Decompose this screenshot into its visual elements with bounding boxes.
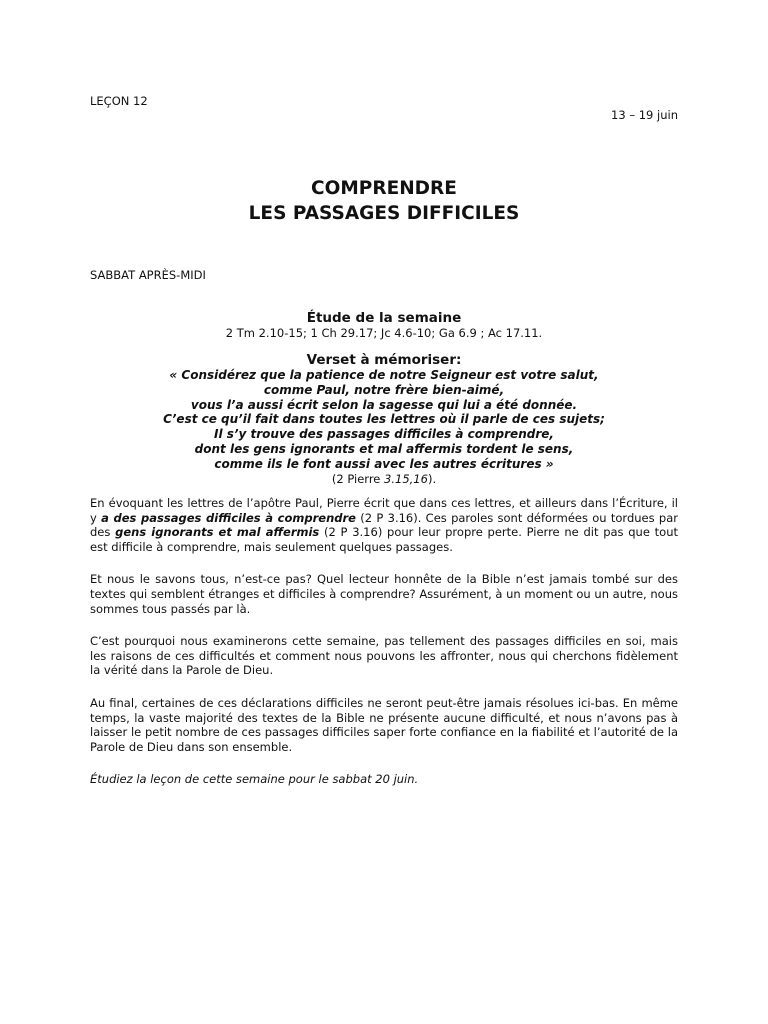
title-line-2: LES PASSAGES DIFFICILES [248, 203, 520, 224]
verse-line: « Considérez que la patience de notre Seigneur est votre salut, [169, 368, 599, 382]
citation-reference: 3.15,16 [384, 471, 428, 486]
citation-suffix: ). [427, 471, 437, 486]
citation-prefix: (2 Pierre [331, 471, 385, 486]
paragraph-text: (2 P 3.16) pour leur propre perte. Pierre ne dit pas que tout est difficile à comprendre, mais seulement quelques passages. [90, 525, 678, 554]
emphasis-text: a des passages difficiles à comprendre [101, 510, 356, 525]
memory-verse-heading: Verset à mémoriser: [306, 352, 462, 368]
verse-line: comme ils le font aussi avec les autres écritures » [214, 456, 554, 471]
verse-citation [90, 472, 678, 487]
weekly-study [90, 310, 678, 340]
emphasis-text: gens ignorants et mal affermis [115, 525, 320, 540]
memory-verse [90, 352, 678, 486]
section-label: SABBAT APRÈS-MIDI [90, 268, 206, 282]
paragraph-text: (2 P 3.16). Ces paroles sont déformées ou tordues par des [90, 510, 678, 540]
verse-line: comme Paul, notre frère bien-aimé, [263, 382, 505, 397]
verse-line: C’est ce qu’il fait dans toutes les lettres où il parle de ces sujets; [163, 412, 605, 427]
lesson-number: LEÇON 12 [90, 94, 148, 108]
study-heading: Étude de la semaine [306, 310, 462, 326]
lesson-body [90, 496, 678, 805]
paragraph-1 [90, 496, 678, 554]
lesson-dates: 13 – 19 juin [611, 108, 678, 122]
paragraph-4: Au final, certaines de ces déclarations difficiles ne seront peut-être jamais résolues ici-bas. En même temps, la vaste majorité des textes de la Bible ne présente aucune difficulté, et nous n’avons pas à laisser le petit nombre de ces passages difficiles saper forte confiance en la fiabilité et l’autorité de la Parole de Dieu dans son ensemble. [90, 695, 678, 754]
paragraph-text: En évoquant les lettres de l’apôtre Paul, Pierre écrit que dans ces lettres, et ailleurs dans l’Écriture, il y [90, 496, 678, 525]
verse-line: vous l’a aussi écrit selon la sagesse qui lui a été donnée. [190, 397, 578, 412]
study-note: Étudiez la leçon de cette semaine pour le sabbat 20 juin. [90, 772, 419, 787]
verse-line: Il s’y trouve des passages difficiles à comprendre, [214, 427, 554, 442]
verse-line: dont les gens ignorants et mal affermis tordent le sens, [194, 441, 574, 456]
title-line-1: COMPRENDRE [311, 178, 457, 199]
paragraph-2: Et nous le savons tous, n’est-ce pas? Quel lecteur honnête de la Bible n’est jamais tombé sur des textes qui semblent étranges et difficiles à comprendre? Assurément, à un moment ou un autre, nous sommes tous passés par là. [90, 572, 678, 616]
study-references: 2 Tm 2.10-15; 1 Ch 29.17; Jc 4.6-10; Ga 6.9 ; Ac 17.11. [225, 326, 543, 340]
paragraph-3: C’est pourquoi nous examinerons cette semaine, pas tellement des passages difficiles en soi, mais les raisons de ces difficultés et comment nous pouvons les affronter, nous qui cherchons fidèlement la vérité dans la Parole de Dieu. [90, 634, 678, 678]
document-page [90, 0, 678, 1024]
lesson-title [90, 176, 678, 226]
